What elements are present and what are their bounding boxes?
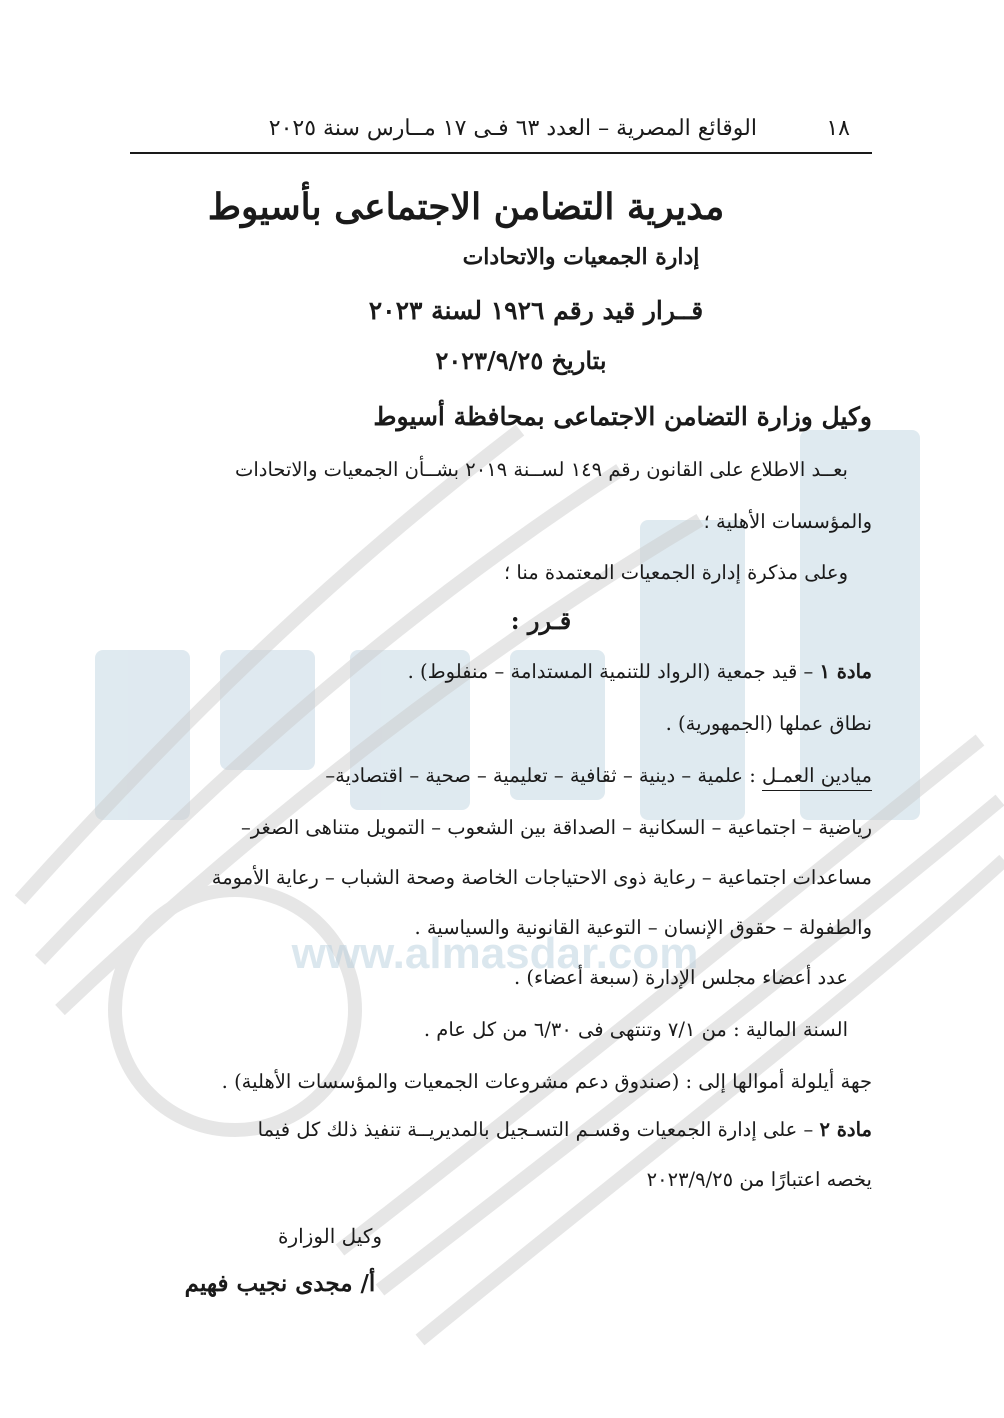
page-header <box>130 112 872 154</box>
preamble-line-3: وعلى مذكرة إدارة الجمعيات المعتمدة منا ؛ <box>504 561 848 584</box>
decision-date: بتاريخ ٢٠٢٣/٩/٢٥ <box>435 346 607 375</box>
article-2-text: – على إدارة الجمعيات وقسـم التسـجيل بالمديريــة تنفيذ ذلك كل فيما <box>257 1118 820 1141</box>
article-2-line-1 <box>130 1118 872 1141</box>
article-1-label: مادة ١ <box>819 660 872 683</box>
article-1-fields-line-4: والطفولة – حقوق الإنسان – التوعية القانونية والسياسية . <box>414 916 872 939</box>
decided-heading: قـرر : <box>510 606 572 635</box>
fields-label: ميادين العمـل <box>762 764 872 791</box>
article-1-fiscal-year: السنة المالية : من ٧/١ وتنتهى فى ٦/٣٠ من كل عام . <box>423 1018 848 1041</box>
article-2-label: مادة ٢ <box>819 1118 872 1141</box>
article-1-assets: جهة أيلولة أموالها إلى : (صندوق دعم مشروعات الجمعيات والمؤسسات الأهلية) . <box>221 1070 872 1093</box>
watermark-site-label: www.almasdar.com <box>291 929 699 978</box>
article-1-line <box>130 660 872 683</box>
preamble-line-2: والمؤسسات الأهلية ؛ <box>703 510 872 533</box>
fields-text-1: : علمية – دينية – ثقافية – تعليمية – صحية – اقتصادية– <box>325 764 763 787</box>
article-1-fields-line-2: رياضية – اجتماعية – السكانية – الصداقة بين الشعوب – التمويل متناهى الصغر– <box>241 816 872 839</box>
gazette-issue-title: الوقائع المصرية – العدد ٦٣ فـى ١٧ مــارس سنة ٢٠٢٥ <box>268 116 757 141</box>
signature-title: وكيل الوزارة <box>277 1224 383 1248</box>
article-1-fields-line-3: مساعدات اجتماعية – رعاية ذوى الاحتياجات الخاصة وصحة الشباب – رعاية الأمومة <box>211 866 872 889</box>
decision-number: قــرار قيد رقم ١٩٢٦ لسنة ٢٠٢٣ <box>368 296 704 325</box>
directorate-title: مديرية التضامن الاجتماعى بأسيوط <box>207 186 725 228</box>
gazette-page <box>130 0 872 1418</box>
signature-name: أ/ مجدى نجيب فهيم <box>184 1270 376 1297</box>
department-title: إدارة الجمعيات والاتحادات <box>462 244 700 270</box>
article-1-text: – قيد جمعية (الرواد للتنمية المستدامة – منفلوط) . <box>407 660 820 683</box>
article-2-line-2: يخصه اعتبارًا من ٢٠٢٣/٩/٢٥ <box>646 1168 872 1191</box>
article-1-board: عدد أعضاء مجلس الإدارة (سبعة أعضاء) . <box>513 966 848 989</box>
article-1-scope: نطاق عملها (الجمهورية) . <box>665 712 872 735</box>
page-number: ١٨ <box>826 116 850 141</box>
deputy-heading: وكيل وزارة التضامن الاجتماعى بمحافظة أسيوط <box>373 402 872 431</box>
preamble-line-1: بعــد الاطلاع على القانون رقم ١٤٩ لســنة ٢٠١٩ بشــأن الجمعيات والاتحادات <box>235 458 848 481</box>
article-1-fields-line-1 <box>130 764 872 787</box>
